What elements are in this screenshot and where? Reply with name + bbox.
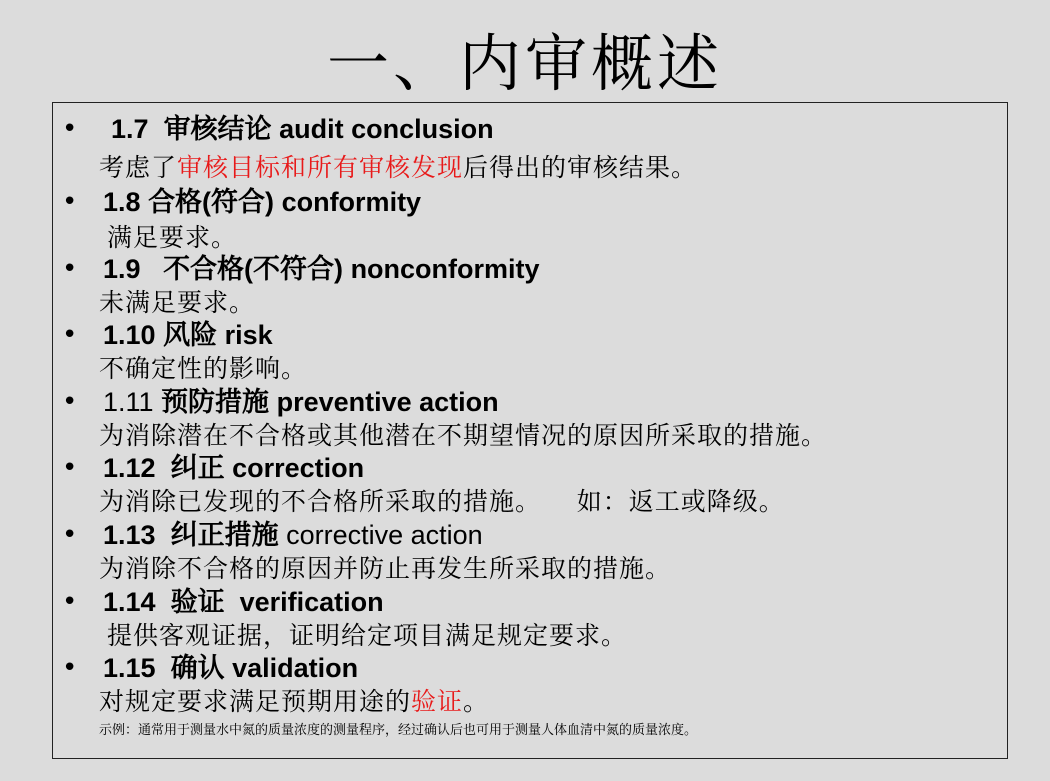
definition-description (107, 221, 237, 254)
definition-number: 1.14 (103, 587, 156, 617)
description-highlight: 验证 (411, 687, 464, 716)
example-note: 示例：通常用于测量水中氮的质量浓度的测量程序，经过确认后也可用于测量人体血清中氮的质量浓度。 (99, 723, 698, 738)
slide-title: 一、内审概述 (326, 27, 723, 100)
definition-description (99, 151, 697, 184)
definition-heading (111, 112, 494, 146)
definition-term-cn: 不合格(不符合) (163, 254, 344, 284)
definition-term-en: corrective action (286, 520, 483, 550)
definition-term-en: verification (239, 587, 384, 617)
definitions-box (52, 102, 1008, 759)
definition-description (99, 552, 671, 585)
description-text: 考虑了 (99, 153, 178, 182)
definition-description (107, 619, 627, 652)
definition-description (99, 286, 255, 319)
description-text: 。 (463, 687, 490, 716)
bullet-icon: • (62, 114, 78, 144)
definition-term-cn: 预防措施 (161, 387, 270, 417)
definition-description (99, 419, 827, 452)
description-text: 未满足要求。 (99, 288, 256, 317)
definition-term-en: correction (232, 453, 365, 483)
definition-heading (103, 518, 483, 552)
definition-number: 1.11 (103, 387, 154, 417)
description-text: 后得出的审核结果。 (463, 153, 698, 182)
definition-term-cn: 纠正措施 (170, 520, 279, 550)
bullet-icon: • (62, 587, 78, 617)
bullet-icon: • (62, 453, 78, 483)
definition-term-cn: 审核结论 (163, 114, 272, 144)
definition-heading (103, 585, 384, 619)
definition-heading (103, 651, 358, 685)
definition-description (99, 352, 307, 385)
description-text: 满足要求。 (107, 223, 238, 252)
description-highlight: 审核目标和所有审核发现 (177, 153, 464, 182)
definition-term-cn: 验证 (170, 587, 225, 617)
definition-heading (103, 185, 421, 219)
definition-number: 1.8 (103, 187, 141, 217)
definition-term-cn: 风险 (163, 320, 218, 350)
bullet-icon: • (62, 387, 78, 417)
definition-heading (103, 318, 273, 352)
bullet-icon: • (62, 187, 78, 217)
definition-number: 1.13 (103, 520, 156, 550)
definition-term-cn: 合格(符合) (148, 187, 275, 217)
bullet-icon: • (62, 653, 78, 683)
bullet-icon: • (62, 320, 78, 350)
definition-number: 1.10 (103, 320, 156, 350)
definition-heading (103, 385, 499, 419)
definition-term-en: validation (232, 653, 359, 683)
description-text: 对规定要求满足预期用途的 (99, 687, 412, 716)
bullet-icon: • (62, 520, 78, 550)
definition-description (99, 685, 489, 718)
definition-term-en: audit conclusion (279, 114, 494, 144)
bullet-icon: • (62, 254, 78, 284)
definition-number: 1.15 (103, 653, 156, 683)
definition-term-cn: 纠正 (170, 453, 225, 483)
definition-term-en: nonconformity (350, 254, 540, 284)
definition-term-cn: 确认 (170, 653, 225, 683)
definition-term-en: risk (224, 320, 273, 350)
definition-heading (103, 252, 540, 286)
definition-number: 1.12 (103, 453, 156, 483)
description-text: 为消除不合格的原因并防止再发生所采取的措施。 (99, 554, 672, 583)
definition-number: 1.7 (111, 114, 149, 144)
description-text: 不确定性的影响。 (99, 354, 308, 383)
description-text: 为消除潜在不合格或其他潜在不期望情况的原因所采取的措施。 (99, 421, 828, 450)
description-text: 提供客观证据，证明给定项目满足规定要求。 (107, 621, 628, 650)
definition-description (99, 485, 785, 518)
definition-number: 1.9 (103, 254, 141, 284)
definition-term-en: preventive action (276, 387, 499, 417)
description-text: 为消除已发现的不合格所采取的措施。 如：返工或降级。 (99, 487, 785, 516)
definition-term-en: conformity (281, 187, 422, 217)
definition-heading (103, 451, 364, 485)
